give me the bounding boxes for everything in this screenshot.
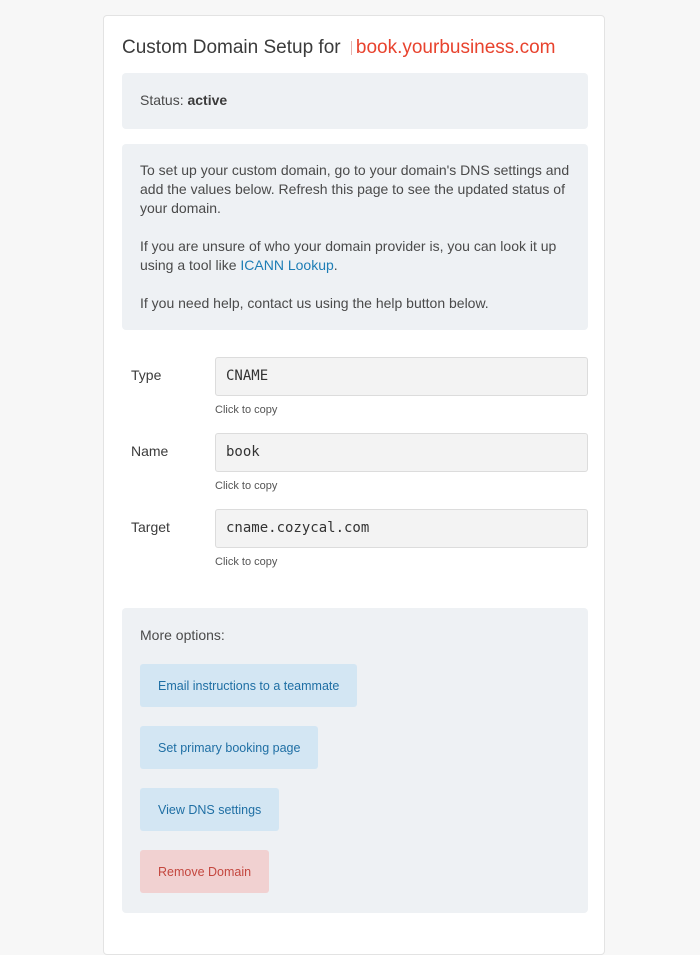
instructions-panel — [122, 144, 588, 330]
status-text — [140, 92, 227, 108]
name-value-field[interactable]: book — [215, 433, 588, 472]
instructions-paragraph-1: To set up your custom domain, go to your domain's DNS settings and add the values below. Refresh this page to see the updated status of your domain. — [140, 162, 570, 216]
target-label: Target — [131, 519, 170, 535]
page-title-prefix: Custom Domain Setup for — [122, 37, 341, 58]
status-label: Status: — [140, 92, 184, 108]
view-dns-settings-button[interactable]: View DNS settings — [140, 788, 279, 831]
type-label: Type — [131, 367, 162, 383]
status-value: active — [187, 92, 228, 108]
domain-setup-card — [103, 15, 605, 955]
page-title — [122, 37, 555, 59]
name-label: Name — [131, 443, 169, 459]
remove-domain-button[interactable]: Remove Domain — [140, 850, 269, 893]
name-copy-hint: Click to copy — [215, 480, 278, 492]
more-options-label: More options: — [140, 627, 225, 643]
icann-lookup-link[interactable]: ICANN Lookup — [240, 257, 334, 273]
type-copy-hint: Click to copy — [215, 404, 278, 416]
target-value-field[interactable]: cname.cozycal.com — [215, 509, 588, 548]
target-copy-hint: Click to copy — [215, 556, 278, 568]
instructions-paragraph-3: If you need help, contact us using the help button below. — [140, 295, 489, 311]
instructions-paragraph-2 — [140, 237, 570, 275]
more-options-panel — [122, 608, 588, 913]
title-divider — [351, 41, 352, 55]
instructions-paragraph-2-text: If you are unsure of who your domain provider is, you can look it up using a tool like — [140, 238, 557, 273]
status-panel — [122, 73, 588, 129]
set-primary-booking-page-button[interactable]: Set primary booking page — [140, 726, 318, 769]
type-value-field[interactable]: CNAME — [215, 357, 588, 396]
page-title-domain: book.yourbusiness.com — [355, 37, 556, 58]
email-instructions-button[interactable]: Email instructions to a teammate — [140, 664, 357, 707]
instructions-paragraph-2-end: . — [333, 257, 338, 273]
